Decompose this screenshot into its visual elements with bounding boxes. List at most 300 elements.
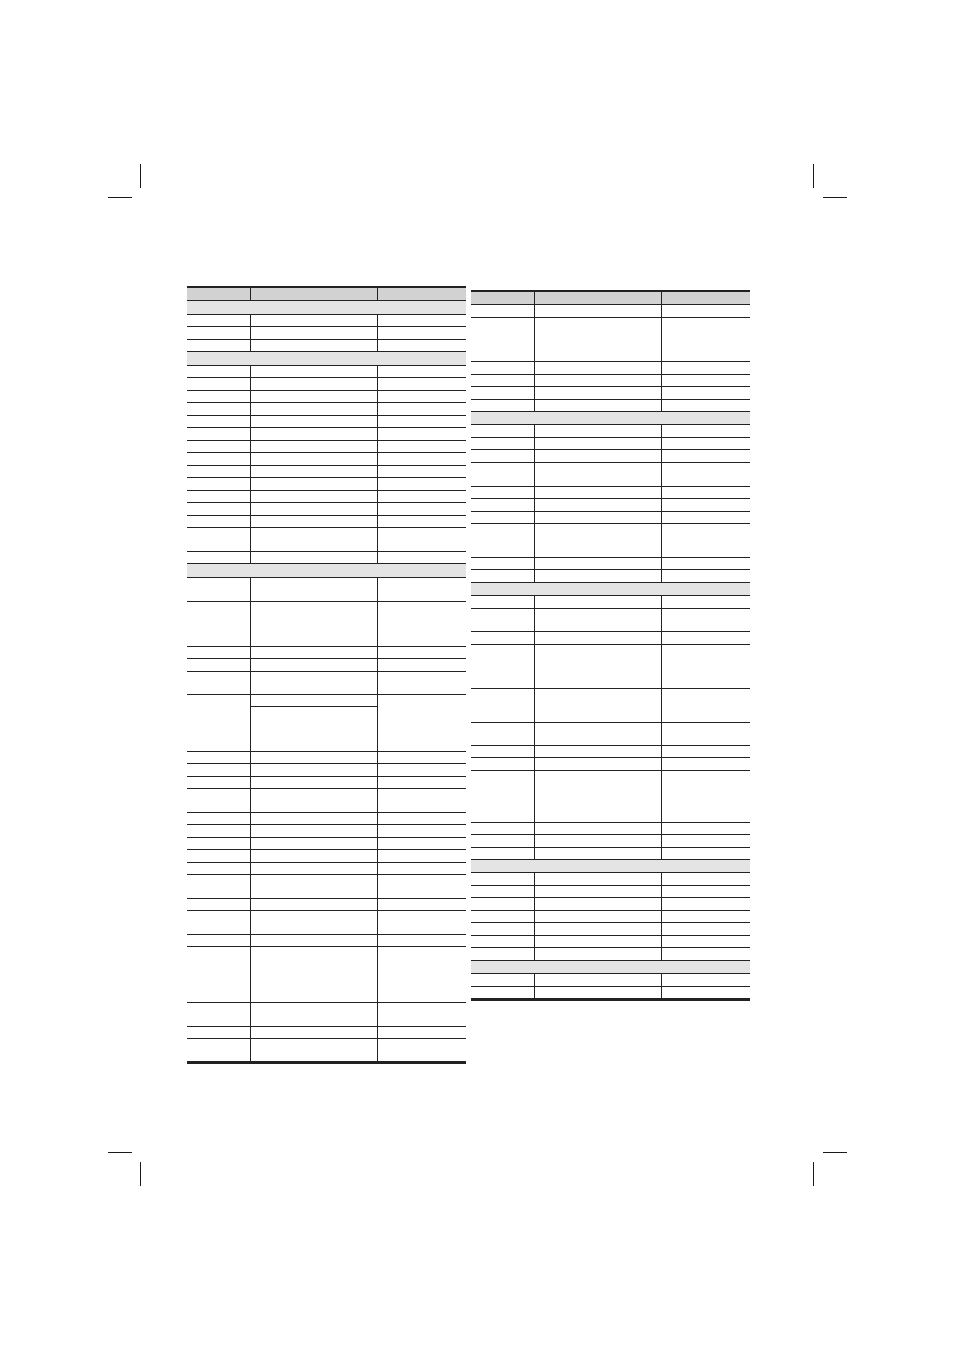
table-row [471, 524, 750, 558]
cell-col-1 [471, 499, 535, 511]
cell-col-2 [251, 453, 378, 465]
cell-col-3 [662, 463, 750, 486]
cell-col-3 [662, 823, 750, 834]
table-left [187, 286, 466, 1064]
cell-col-2 [535, 512, 662, 523]
table-row [187, 947, 466, 1003]
table-row [471, 746, 750, 758]
cell-col-2 [535, 873, 662, 885]
cell-col-1 [187, 378, 251, 390]
cell-col-2 [535, 987, 662, 998]
table-row [187, 478, 466, 491]
table-row [471, 987, 750, 999]
cell-col-3 [378, 428, 466, 440]
table-row [187, 528, 466, 552]
table-row [187, 466, 466, 478]
table-section-row [187, 352, 466, 366]
cell-col-2 [535, 400, 662, 411]
cell-col-2 [251, 403, 378, 415]
table-row [471, 450, 750, 463]
cell-col-1 [471, 645, 535, 688]
table-row [471, 400, 750, 412]
table-row [471, 771, 750, 823]
cell-col-3 [662, 974, 750, 986]
cell-col-2 [535, 558, 662, 569]
cell-col-3 [378, 578, 466, 601]
cell-col-2 [251, 528, 378, 551]
table-row [471, 974, 750, 987]
cell-col-2 [251, 378, 378, 390]
table-row [471, 886, 750, 898]
cell-col-1 [471, 450, 535, 462]
cell-col-3 [378, 466, 466, 477]
table-row [187, 825, 466, 838]
cell-col-2 [251, 503, 378, 515]
section-cell [187, 352, 466, 365]
cell-col-2 [251, 911, 378, 934]
cell-col-1 [471, 974, 535, 986]
cell-col-2 [535, 609, 662, 631]
table-row [187, 340, 466, 352]
cell-col-1 [187, 403, 251, 415]
cell-col-2 [251, 340, 378, 351]
cell-col-2 [251, 659, 378, 671]
cell-col-2 [535, 886, 662, 897]
table-row [187, 875, 466, 899]
cell-col-2 [535, 318, 662, 361]
cell-col-2-lower [251, 707, 377, 751]
crop-mark-bottom-left-horizontal [108, 1152, 132, 1153]
cell-col-3 [378, 1039, 466, 1061]
cell-col-2 [251, 428, 378, 440]
cell-col-3 [378, 552, 466, 563]
cell-col-2 [251, 647, 378, 658]
cell-col-1 [187, 863, 251, 874]
cell-col-3 [378, 491, 466, 502]
cell-col-1 [187, 1039, 251, 1061]
cell-col-2 [251, 863, 378, 874]
table-row [187, 491, 466, 503]
table-row [187, 647, 466, 659]
cell-col-3 [662, 524, 750, 557]
section-cell [187, 301, 466, 314]
cell-col-1 [187, 366, 251, 377]
cell-col-1 [471, 400, 535, 411]
cell-col-3 [662, 512, 750, 523]
table-row [187, 1039, 466, 1062]
cell-col-2 [535, 689, 662, 722]
table-row [187, 416, 466, 428]
cell-col-3 [662, 848, 750, 859]
cell-col-2 [251, 416, 378, 427]
cell-col-1 [471, 911, 535, 922]
cell-col-3 [662, 570, 750, 582]
cell-col-3 [378, 813, 466, 824]
cell-col-2 [535, 450, 662, 462]
cell-col-1 [187, 647, 251, 658]
table-section-row [471, 583, 750, 596]
cell-col-3 [378, 391, 466, 402]
crop-mark-top-right-vertical [813, 164, 814, 188]
cell-col-1 [471, 558, 535, 569]
table-row [187, 764, 466, 777]
cell-col-3 [378, 416, 466, 427]
cell-col-1 [187, 659, 251, 671]
section-cell [471, 583, 750, 595]
cell-col-3 [378, 777, 466, 788]
cell-col-3 [378, 911, 466, 934]
cell-col-1 [471, 758, 535, 770]
cell-col-1 [187, 899, 251, 910]
cell-col-3 [378, 838, 466, 849]
cell-col-2 [535, 911, 662, 922]
cell-col-2 [251, 947, 378, 1002]
cell-col-1 [471, 886, 535, 897]
crop-mark-top-left-vertical [140, 164, 141, 188]
table-row [471, 948, 750, 961]
table-row [187, 503, 466, 516]
cell-col-2 [251, 1003, 378, 1026]
cell-col-2 [535, 499, 662, 511]
table-row [187, 391, 466, 403]
table-row [471, 758, 750, 771]
table-row [187, 863, 466, 875]
cell-col-1 [187, 1027, 251, 1038]
cell-col-3 [378, 947, 466, 1002]
table-row [471, 463, 750, 487]
cell-col-3 [662, 318, 750, 361]
cell-col-2 [535, 438, 662, 449]
table-row [187, 813, 466, 825]
table-row [471, 499, 750, 512]
cell-col-2 [251, 315, 378, 326]
cell-col-1 [187, 825, 251, 837]
cell-col-2 [251, 516, 378, 527]
table-row [471, 438, 750, 450]
cell-col-2 [251, 789, 378, 812]
table-header-row [471, 290, 750, 305]
cell-col-3 [378, 764, 466, 776]
cell-col-1 [471, 898, 535, 910]
cell-col-2 [535, 596, 662, 608]
section-cell [471, 961, 750, 973]
cell-col-3 [662, 898, 750, 910]
cell-col-1 [471, 438, 535, 449]
cell-col-2 [535, 570, 662, 582]
cell-col-3 [662, 632, 750, 644]
cell-col-2 [251, 875, 378, 898]
cell-col-3 [662, 987, 750, 998]
table-row [471, 936, 750, 948]
cell-col-3 [378, 825, 466, 837]
cell-col-1 [471, 570, 535, 582]
table-row [187, 752, 466, 764]
cell-col-1 [471, 375, 535, 386]
table-row [471, 823, 750, 835]
cell-col-1 [187, 466, 251, 477]
table-row [471, 645, 750, 689]
cell-col-3 [662, 375, 750, 386]
cell-col-1 [471, 487, 535, 498]
cell-col-1 [471, 463, 535, 486]
cell-col-2 [535, 848, 662, 859]
cell-col-2 [535, 305, 662, 317]
cell-col-2 [251, 552, 378, 563]
cell-col-2 [251, 850, 378, 862]
cell-col-3 [662, 305, 750, 317]
cell-col-3 [378, 875, 466, 898]
table-section-row [187, 301, 466, 315]
cell-col-1 [187, 875, 251, 898]
table-row [471, 835, 750, 848]
cell-col-2 [535, 771, 662, 822]
cell-col-3 [662, 758, 750, 770]
cell-col-3 [378, 935, 466, 946]
cell-col-3 [662, 487, 750, 498]
cell-col-1 [471, 596, 535, 608]
cell-col-1 [187, 391, 251, 402]
cell-col-2 [251, 391, 378, 402]
table-row [187, 315, 466, 327]
cell-col-3 [378, 1003, 466, 1026]
cell-col-3 [378, 899, 466, 910]
cell-col-2 [251, 602, 378, 646]
cell-col-1 [471, 936, 535, 947]
table-row [471, 911, 750, 923]
cell-col-3 [662, 923, 750, 935]
table-row [187, 366, 466, 378]
cell-col-3 [378, 1027, 466, 1038]
table-row [471, 570, 750, 583]
table-row [187, 428, 466, 441]
cell-col-1 [187, 813, 251, 824]
table-row [187, 850, 466, 863]
table-row [187, 516, 466, 528]
cell-col-1 [187, 478, 251, 490]
cell-col-2 [535, 746, 662, 757]
cell-col-2 [535, 948, 662, 960]
cell-col-3 [378, 659, 466, 671]
cell-col-3 [378, 528, 466, 551]
table-row [187, 327, 466, 340]
cell-col-2 [535, 936, 662, 947]
table-row [471, 305, 750, 318]
cell-col-2 [535, 487, 662, 498]
cell-col-1 [187, 516, 251, 527]
table-right [471, 290, 750, 1001]
table-section-row [471, 860, 750, 873]
cell-col-2 [535, 835, 662, 847]
cell-col-1 [187, 850, 251, 862]
cell-col-2 [251, 825, 378, 837]
cell-col-1 [471, 835, 535, 847]
cell-col-2 [251, 441, 378, 452]
cell-col-3 [662, 936, 750, 947]
cell-col-1 [187, 552, 251, 563]
cell-col-1 [187, 428, 251, 440]
table-row [471, 923, 750, 936]
cell-col-3 [662, 723, 750, 745]
cell-col-2 [535, 362, 662, 374]
cell-col-2 [251, 813, 378, 824]
cell-col-3 [662, 609, 750, 631]
table-row [187, 403, 466, 416]
cell-col-2 [535, 923, 662, 935]
cell-col-2 [251, 777, 378, 788]
cell-col-1 [471, 362, 535, 374]
cell-col-2 [535, 823, 662, 834]
cell-col-1 [187, 1003, 251, 1026]
cell-col-1 [187, 838, 251, 849]
cell-col-1 [187, 491, 251, 502]
cell-col-2 [535, 463, 662, 486]
cell-col-3 [378, 789, 466, 812]
table-row [471, 609, 750, 632]
table-row [187, 659, 466, 672]
table-row [471, 632, 750, 645]
cell-col-2 [251, 764, 378, 776]
cell-col-3 [662, 387, 750, 399]
crop-mark-bottom-right-vertical [813, 1162, 814, 1186]
cell-col-1 [471, 425, 535, 437]
table-row [187, 602, 466, 647]
cell-col-1 [471, 318, 535, 361]
cell-col-3 [662, 948, 750, 960]
table-row [187, 789, 466, 813]
cell-col-3 [662, 596, 750, 608]
table-row [187, 441, 466, 453]
cell-col-2 [251, 491, 378, 502]
cell-col-3 [378, 366, 466, 377]
cell-col-1 [471, 524, 535, 557]
header-cell-col-2 [535, 292, 662, 304]
cell-col-2-upper [251, 695, 377, 707]
cell-col-1 [187, 672, 251, 694]
cell-col-1 [187, 327, 251, 339]
table-row [187, 899, 466, 911]
cell-col-2 [251, 1039, 378, 1061]
cell-col-2 [535, 632, 662, 644]
section-cell [187, 564, 466, 577]
cell-col-3 [662, 886, 750, 897]
cell-col-1 [187, 695, 251, 751]
table-row [187, 935, 466, 947]
cell-col-3 [378, 378, 466, 390]
table-row [187, 777, 466, 789]
cell-col-3 [662, 771, 750, 822]
cell-col-2 [251, 935, 378, 946]
cell-col-1 [471, 771, 535, 822]
cell-col-1 [471, 723, 535, 745]
section-cell [471, 860, 750, 872]
cell-col-2 [535, 974, 662, 986]
cell-col-2 [251, 578, 378, 601]
cell-col-1 [471, 848, 535, 859]
cell-col-3 [378, 327, 466, 339]
cell-col-3 [378, 863, 466, 874]
cell-col-3 [662, 450, 750, 462]
cell-col-1 [187, 752, 251, 763]
table-row [187, 552, 466, 564]
cell-col-1 [471, 923, 535, 935]
cell-col-1 [471, 387, 535, 399]
cell-col-1 [187, 789, 251, 812]
cell-col-3 [662, 911, 750, 922]
table-row [471, 487, 750, 499]
cell-col-3 [378, 672, 466, 694]
table-row [471, 848, 750, 860]
cell-col-1 [471, 746, 535, 757]
cell-col-1 [187, 578, 251, 601]
cell-col-2 [535, 898, 662, 910]
cell-col-1 [187, 416, 251, 427]
cell-col-1 [471, 873, 535, 885]
cell-col-2 [251, 366, 378, 377]
cell-col-3 [662, 425, 750, 437]
cell-col-1 [471, 823, 535, 834]
cell-col-1 [187, 935, 251, 946]
cell-col-2 [535, 524, 662, 557]
crop-mark-top-right-horizontal [823, 197, 847, 198]
table-row [187, 1027, 466, 1039]
cell-col-3 [378, 441, 466, 452]
cell-col-1 [471, 305, 535, 317]
table-row [471, 689, 750, 723]
table-header-row [187, 286, 466, 301]
cell-col-1 [471, 609, 535, 631]
cell-col-2 [251, 752, 378, 763]
cell-col-3 [378, 850, 466, 862]
cell-col-1 [187, 911, 251, 934]
table-section-row [471, 961, 750, 974]
cell-col-3 [378, 647, 466, 658]
cell-col-2 [535, 758, 662, 770]
table-row [471, 425, 750, 438]
cell-col-3 [662, 689, 750, 722]
header-cell-col-1 [187, 288, 251, 300]
cell-col-1 [187, 315, 251, 326]
cell-col-3 [378, 478, 466, 490]
table-row [471, 318, 750, 362]
cell-col-2 [251, 838, 378, 849]
cell-col-3 [662, 438, 750, 449]
table-row [187, 672, 466, 695]
cell-col-1 [187, 602, 251, 646]
crop-mark-bottom-right-horizontal [823, 1152, 847, 1153]
cell-col-2 [535, 425, 662, 437]
cell-col-1 [187, 947, 251, 1002]
cell-col-2 [251, 327, 378, 339]
table-row [471, 873, 750, 886]
cell-col-3 [378, 695, 466, 751]
table-row [187, 578, 466, 602]
cell-col-2 [535, 387, 662, 399]
header-cell-col-2 [251, 288, 378, 300]
table-row [187, 1003, 466, 1027]
table-section-row [471, 412, 750, 425]
cell-col-1 [187, 528, 251, 551]
cell-col-3 [662, 746, 750, 757]
cell-col-3 [662, 558, 750, 569]
cell-col-2 [251, 672, 378, 694]
cell-col-1 [187, 503, 251, 515]
cell-col-3 [378, 752, 466, 763]
cell-col-3 [662, 645, 750, 688]
cell-col-3 [662, 400, 750, 411]
table-row [471, 362, 750, 375]
cell-col-2 [535, 645, 662, 688]
cell-col-3 [378, 503, 466, 515]
